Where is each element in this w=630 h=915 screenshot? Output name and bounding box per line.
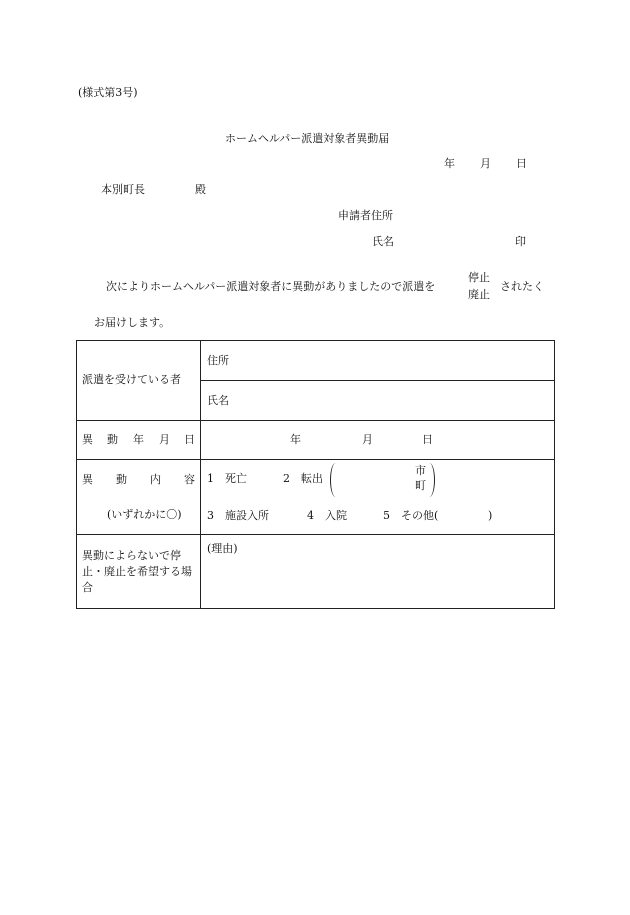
applicant-name-label: 氏名 [372,235,394,248]
change-content-note: (いずれかに〇) [107,508,182,521]
change-content-label-3: 内 [150,473,161,486]
reason-label: (理由) [207,542,238,555]
form-table [76,340,555,609]
date-month-label: 月 [480,157,491,170]
date-year-label: 年 [444,157,455,170]
body-sentence-last: お届けします。 [94,316,171,329]
reason-row-label-line2: 止・廃止を希望する場 [82,565,192,578]
change-date-label-3: 年 [133,433,144,446]
row-divider [77,534,554,535]
change-date-label-5: 日 [184,433,195,446]
option-5-number: 5 [383,509,390,522]
form-number: (様式第3号) [78,86,138,99]
option-1-number: 1 [207,472,214,485]
addressee-name: 本別町長 [101,183,145,196]
row-divider [77,459,554,460]
change-content-label-2: 動 [116,473,127,486]
option-1-label: 死亡 [225,472,247,485]
page-title: ホームヘルパー派遣対象者異動届 [225,132,390,145]
recipient-label: 派遣を受けている者 [82,373,181,386]
body-sentence-start: 次によりホームヘルパー派遣対象者に異動がありましたので派遣を [106,280,436,293]
option-5-label: その他( [401,509,439,522]
body-sentence-end: されたく [500,280,544,293]
city-label: 市 [415,464,426,477]
option-2-label: 転出 [301,472,323,485]
option-stop: 停止 [468,271,490,284]
row-divider [77,420,554,421]
change-content-label-1: 異 [82,473,93,486]
right-bracket [424,463,435,497]
option-3-label: 施設入所 [225,509,269,522]
left-bracket [330,463,341,497]
option-2-number: 2 [283,472,290,485]
reason-row-label-line3: 合 [82,581,93,594]
town-label: 町 [415,479,426,492]
change-date-day: 日 [422,433,433,446]
change-date-year: 年 [290,433,301,446]
recipient-name-label: 氏名 [207,394,229,407]
option-5-close: ) [488,509,493,522]
change-date-label-1: 異 [82,433,93,446]
date-day-label: 日 [516,157,527,170]
option-abolish: 廃止 [468,288,490,301]
change-date-month: 月 [362,433,373,446]
option-4-number: 4 [307,509,314,522]
seal-label: 印 [515,235,526,248]
option-3-number: 3 [207,509,214,522]
addressee-honorific: 殿 [195,183,206,196]
change-content-label-4: 容 [184,473,195,486]
row-divider [201,380,554,381]
change-date-label-2: 動 [107,433,118,446]
option-4-label: 入院 [325,509,347,522]
applicant-address-label: 申請者住所 [338,209,393,222]
table-column-divider [200,341,201,608]
change-date-label-4: 月 [159,433,170,446]
recipient-address-label: 住所 [207,354,229,367]
reason-row-label-line1: 異動によらないで停 [82,549,181,562]
